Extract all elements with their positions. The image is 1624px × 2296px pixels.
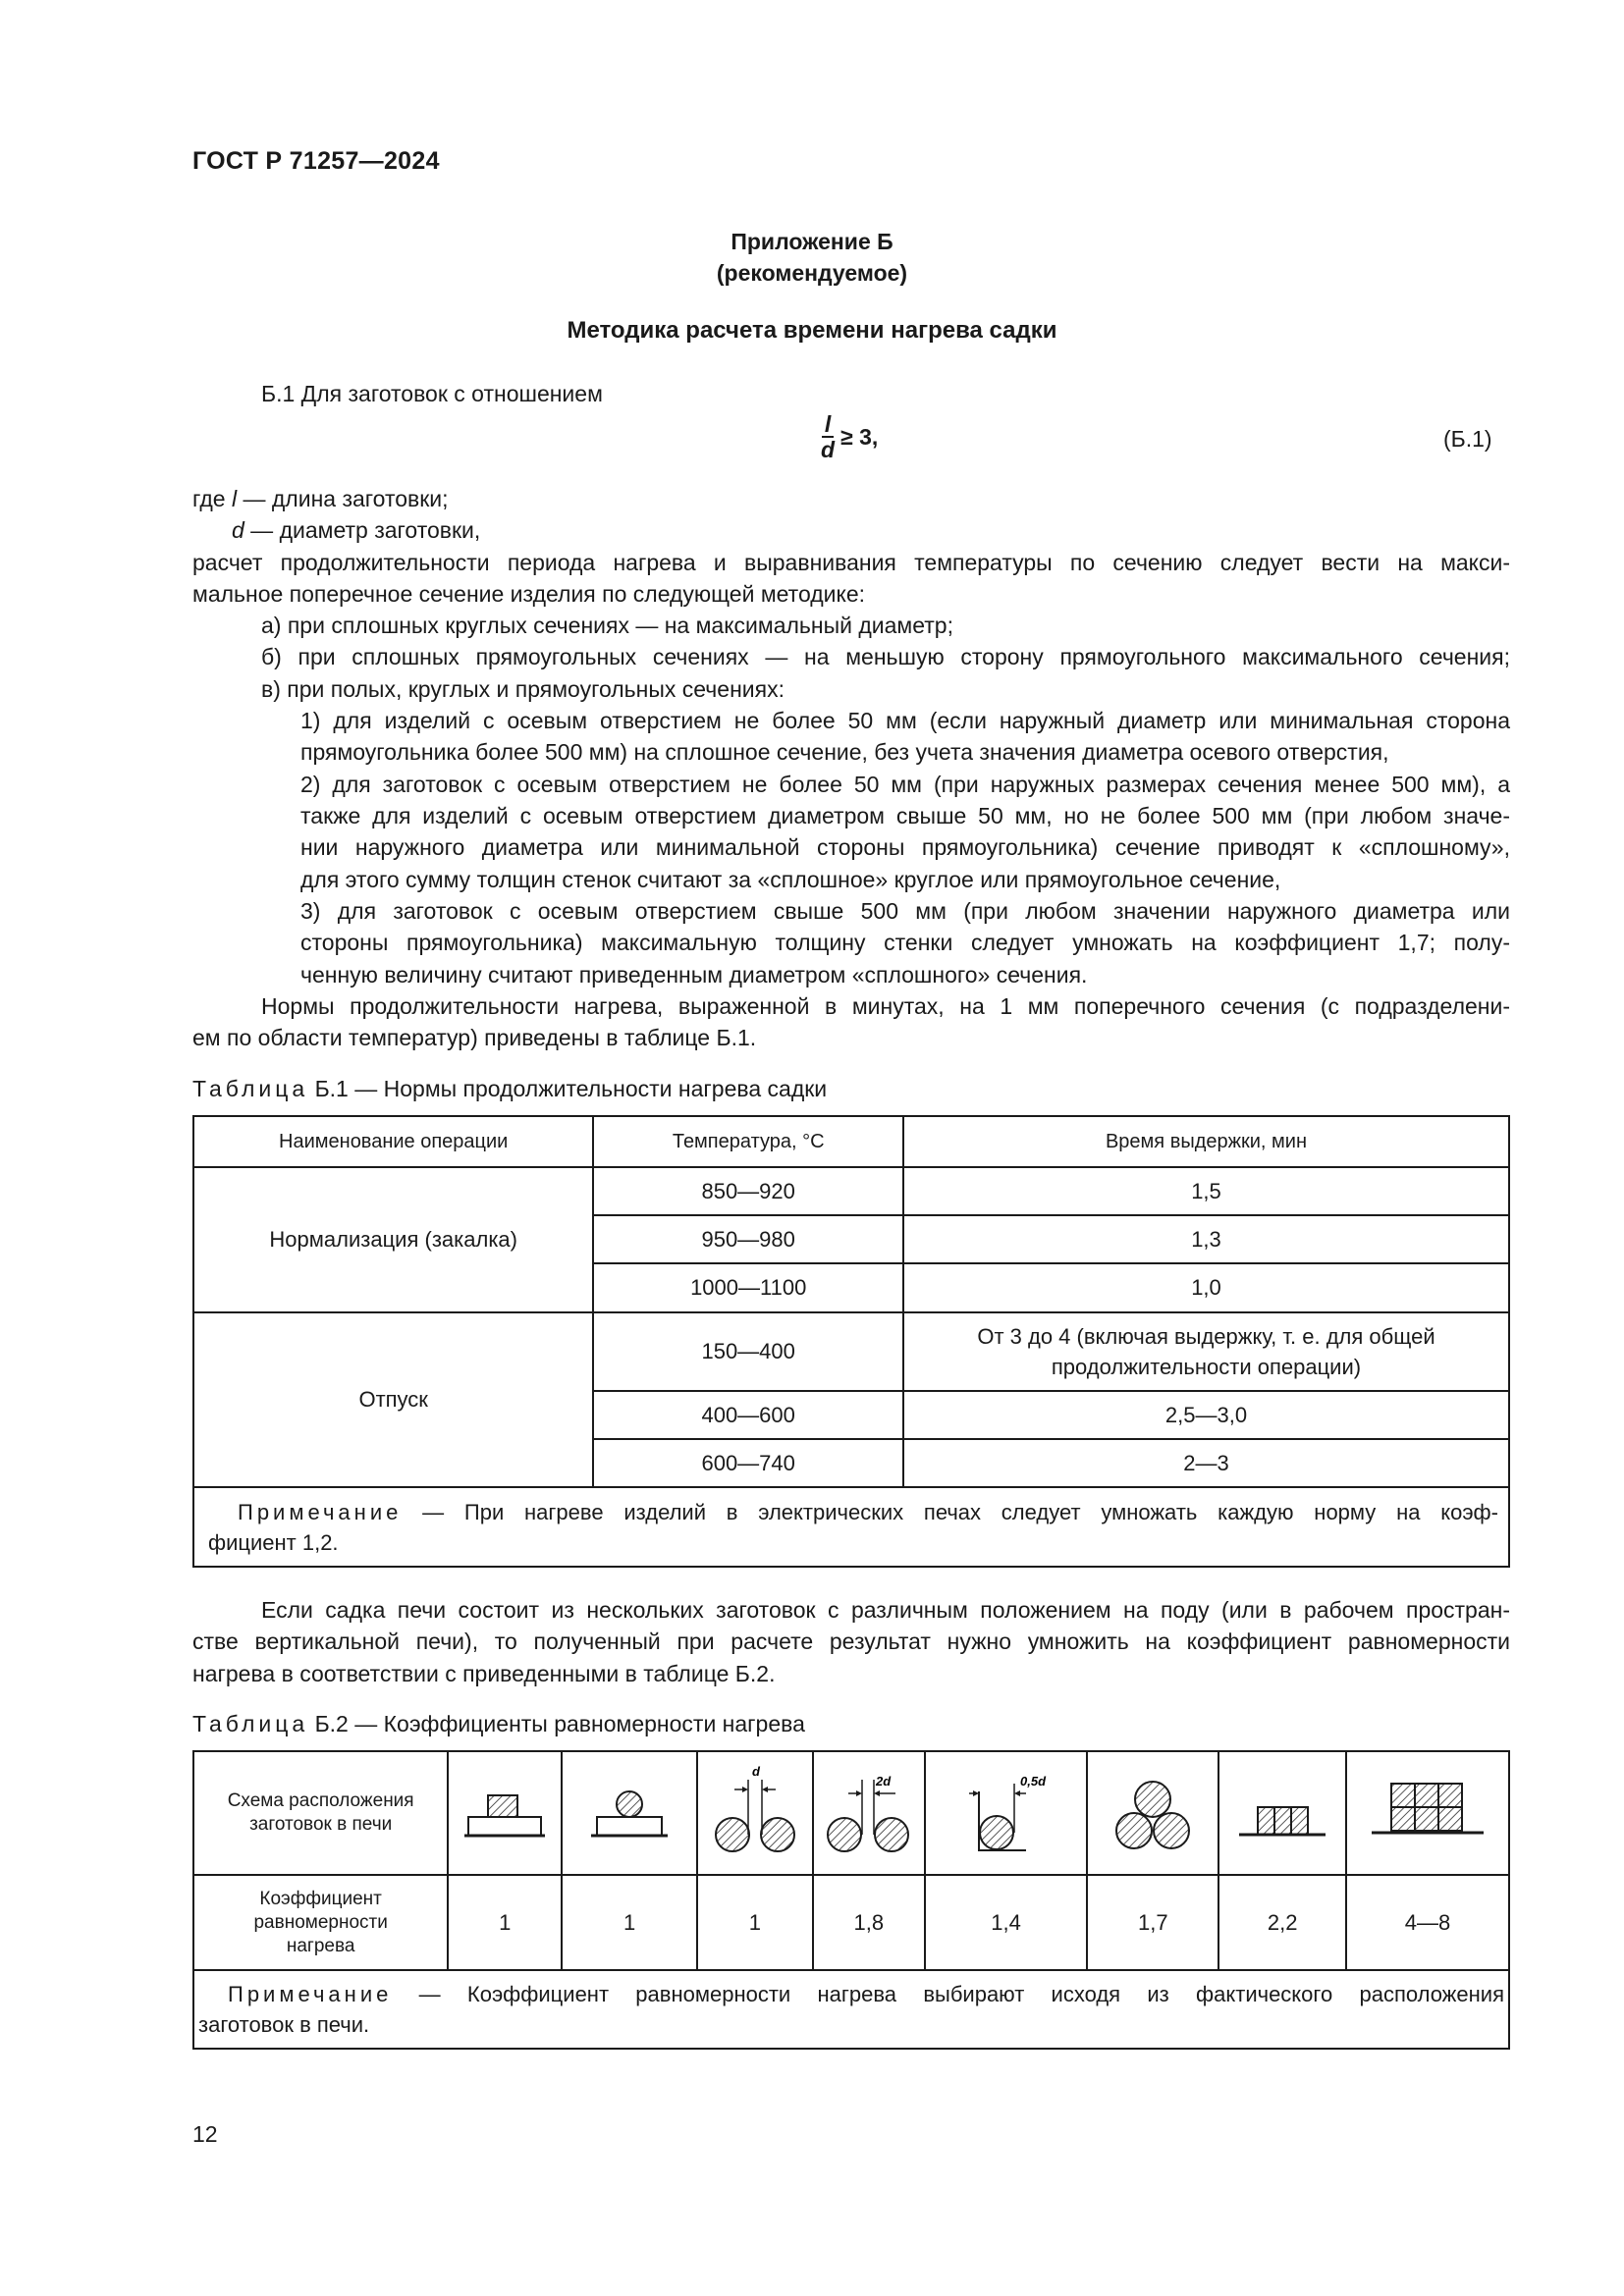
formula-fraction	[821, 412, 835, 461]
coefficient-cell: 4—8	[1346, 1875, 1509, 1970]
page-number: 12	[192, 2121, 218, 2147]
label-line: нагрева	[286, 1935, 355, 1956]
temperature-cell: 850—920	[593, 1167, 903, 1215]
list-item-v: в) при полых, круглых и прямоугольных сечениях:	[261, 676, 785, 702]
table-header-row	[193, 1116, 1509, 1167]
time-cell: 1,5	[903, 1167, 1509, 1215]
scheme-row-label	[193, 1751, 448, 1875]
scheme-cell	[697, 1751, 813, 1875]
scheme-cell	[925, 1751, 1088, 1875]
sub-item-3: 3) для заготовок с осевым отверстием свыше 500 мм (при любом значении наружного диаметра или	[300, 898, 1510, 924]
temperature-cell: 600—740	[593, 1439, 903, 1487]
para-after: Если садка печи состоит из нескольких заготовок с различным положением на поду (или в рабочем простран-	[261, 1597, 1510, 1623]
circle-on-hearth-icon	[585, 1779, 674, 1847]
scheme-cell	[448, 1751, 562, 1875]
scheme-row	[193, 1751, 1509, 1875]
temperature-cell: 950—980	[593, 1215, 903, 1263]
note-line	[198, 1979, 1504, 2009]
column-header: Наименование операции	[193, 1116, 593, 1167]
note-prefix: Примечание	[238, 1499, 403, 1524]
time-cell: 2—3	[903, 1439, 1509, 1487]
dim-label-2d: 2d	[875, 1774, 891, 1789]
appendix-heading	[0, 226, 1624, 289]
where-l-text: — длина заготовки;	[237, 486, 449, 511]
para-after: нагрева в соответствии с приведенными в таблице Б.2.	[192, 1661, 776, 1686]
square-on-hearth-icon	[460, 1779, 549, 1847]
table-note-row	[193, 1970, 1509, 2049]
scheme-cell	[813, 1751, 925, 1875]
b1-intro: Б.1 Для заготовок с отношением	[261, 381, 603, 406]
coefficient-cell: 1	[562, 1875, 697, 1970]
time-cell-line: От 3 до 4 (включая выдержку, т. е. для общей	[977, 1324, 1435, 1349]
coefficient-cell: 1	[697, 1875, 813, 1970]
appendix-title: Методика расчета времени нагрева садки	[567, 317, 1057, 344]
note-text: — Коэффициент равномерности нагрева выбирают исходя из фактического расположения	[392, 1982, 1504, 2006]
operation-cell: Нормализация (закалка)	[193, 1167, 593, 1312]
para-line: расчет продолжительности периода нагрева и выравнивания температуры по сечению следует вести на макси-	[192, 550, 1510, 575]
symbol-l: l	[231, 486, 238, 511]
coefficient-cell: 1,8	[813, 1875, 925, 1970]
table-row	[193, 1312, 1509, 1391]
table-note	[193, 1487, 1509, 1567]
scheme-cell	[1346, 1751, 1509, 1875]
caption-text: Б.2 — Коэффициенты равномерности нагрева	[308, 1711, 805, 1736]
appendix-label: Приложение Б	[731, 229, 893, 254]
sub-item-2: 2) для заготовок с осевым отверстием не более 50 мм (при наружных размерах сечения менее 500 мм), а	[300, 772, 1510, 797]
where-d-text: — диаметр заготовки,	[244, 517, 481, 543]
table1-caption	[192, 1076, 827, 1102]
coefficient-cell: 1	[448, 1875, 562, 1970]
sub-item-3: ченную величину считают приведенным диаметром «сплошного» сечения.	[300, 962, 1088, 988]
table-uniformity-coefficients	[192, 1750, 1510, 2050]
coefficient-cell: 1,7	[1087, 1875, 1218, 1970]
formula-numerator: l	[822, 412, 834, 438]
table-note	[193, 1970, 1509, 2049]
note-line: заготовок в печи.	[198, 2012, 370, 2037]
time-cell: 1,0	[903, 1263, 1509, 1312]
standard-number: ГОСТ Р 71257—2024	[192, 147, 440, 175]
time-cell	[903, 1312, 1509, 1391]
label-line: заготовок в печи	[249, 1814, 393, 1835]
column-header: Время выдержки, мин	[903, 1116, 1509, 1167]
table-note-row	[193, 1487, 1509, 1567]
time-cell-line: продолжительности операции)	[1051, 1355, 1362, 1379]
dim-label-half-d: 0,5d	[1019, 1774, 1046, 1789]
norms-para: ем по области температур) приведены в таблице Б.1.	[192, 1025, 757, 1050]
stacked-squares-icon	[1364, 1764, 1491, 1862]
appendix-status: (рекомендуемое)	[716, 260, 908, 286]
list-item-b: б) при сплошных прямоугольных сечениях — на меньшую сторону прямоугольного максимального сечения;	[261, 644, 1510, 669]
scheme-cell	[1087, 1751, 1218, 1875]
dim-label-d: d	[751, 1764, 760, 1779]
where-l	[192, 483, 1510, 515]
table-row	[193, 1167, 1509, 1215]
label-line: Коэффициент	[259, 1888, 382, 1909]
note-line	[208, 1497, 1498, 1527]
note-text: — При нагреве изделий в электрических печах следует умножать каждую норму на коэф-	[402, 1499, 1498, 1524]
coefficient-cell: 2,2	[1218, 1875, 1346, 1970]
column-header: Температура, °С	[593, 1116, 903, 1167]
three-squares-row-icon	[1233, 1764, 1331, 1862]
label-line: равномерности	[253, 1911, 388, 1933]
symbol-d: d	[232, 517, 244, 543]
scheme-cell	[562, 1751, 697, 1875]
sub-item-1: прямоугольника более 500 мм) на сплошное сечение, без учета значения диаметра осевого отверстия,	[300, 739, 1389, 765]
time-cell: 2,5—3,0	[903, 1391, 1509, 1439]
temperature-cell: 150—400	[593, 1312, 903, 1391]
three-circles-pyramid-icon	[1104, 1764, 1202, 1862]
table-heating-norms	[192, 1115, 1510, 1568]
sub-item-2: нии наружного диаметра или минимальной стороны прямоугольника) сечение приводят к «сплошному»,	[300, 834, 1510, 860]
note-line: фициент 1,2.	[208, 1529, 339, 1555]
circle-wall-gap-half-d-icon	[957, 1764, 1056, 1862]
norms-para: Нормы продолжительности нагрева, выраженной в минутах, на 1 мм поперечного сечения (с подразделени-	[261, 993, 1510, 1019]
caption-prefix: Таблица	[192, 1076, 309, 1101]
list-item-a: а) при сплошных круглых сечениях — на максимальный диаметр;	[261, 613, 953, 638]
scheme-cell	[1218, 1751, 1346, 1875]
temperature-cell: 1000—1100	[593, 1263, 903, 1312]
where-lead: где	[192, 486, 232, 511]
label-line: Схема расположения	[227, 1790, 414, 1811]
coefficient-cell: 1,4	[925, 1875, 1088, 1970]
formula-b1	[821, 412, 878, 461]
para-after: стве вертикальной печи), то полученный при расчете результат нужно умножить на коэффициент равномерности	[192, 1629, 1510, 1654]
note-prefix: Примечание	[228, 1982, 393, 2006]
formula-relation: ≥ 3,	[840, 423, 879, 450]
formula-denominator: d	[821, 437, 836, 462]
sub-item-2: для этого сумму толщин стенок считают за «сплошное» круглое или прямоугольное сечение,	[300, 867, 1281, 892]
formula-number: (Б.1)	[1443, 426, 1492, 452]
coefficient-row	[193, 1875, 1509, 1970]
coefficient-row-label	[193, 1875, 448, 1970]
two-circles-gap-2d-icon	[825, 1764, 913, 1862]
para-line: мальное поперечное сечение изделия по следующей методике:	[192, 581, 866, 607]
operation-cell: Отпуск	[193, 1312, 593, 1487]
time-cell: 1,3	[903, 1215, 1509, 1263]
table2-caption	[192, 1711, 805, 1737]
where-d	[232, 514, 1410, 547]
sub-item-3: стороны прямоугольника) максимальную толщину стенки следует умножать на коэффициент 1,7; полу-	[300, 930, 1510, 955]
two-circles-gap-d-icon	[711, 1764, 799, 1862]
caption-text: Б.1 — Нормы продолжительности нагрева садки	[308, 1076, 828, 1101]
sub-item-1: 1) для изделий с осевым отверстием не более 50 мм (если наружный диаметр или минимальная сторона	[300, 708, 1510, 733]
sub-item-2: также для изделий с осевым отверстием диаметром свыше 50 мм, но не более 500 мм (при любом значе-	[300, 803, 1510, 828]
caption-prefix: Таблица	[192, 1711, 309, 1736]
temperature-cell: 400—600	[593, 1391, 903, 1439]
